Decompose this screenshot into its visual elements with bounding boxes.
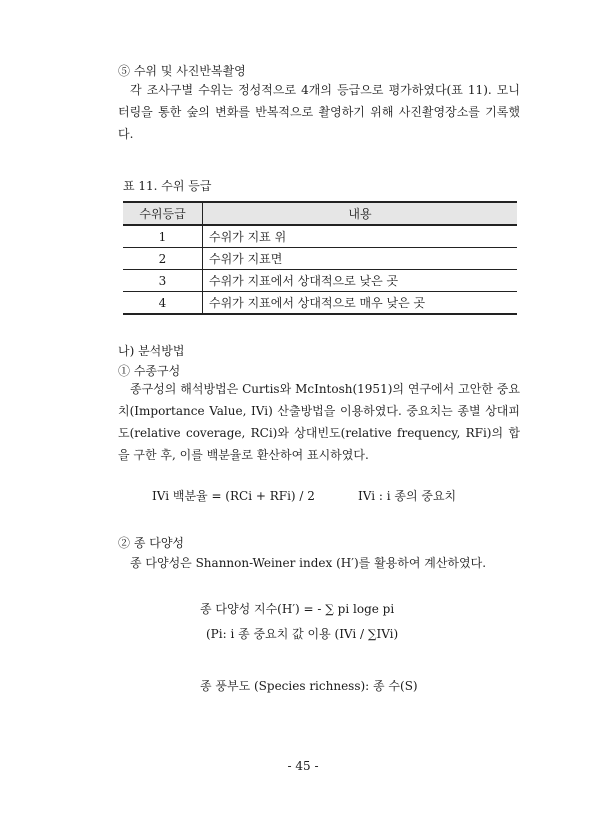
species-composition-paragraph: 종구성의 해석방법은 Curtis와 McIntosh(1951)의 연구에서 고안한 중요치(Importance Value, IVi) 산출방법을 이용하였다. 중요치는 종별 상대피도(relative coverage, RCi)와 상대빈도(relative frequency, RFi)의 합을 구한 후, 이를 백분율로 환산하여 표시하였다. — [118, 382, 520, 462]
grade-cell: 3 — [123, 270, 203, 292]
table-caption: 표 11. 수위 등급 — [123, 179, 212, 193]
grade-cell: 1 — [123, 225, 203, 248]
species-richness-line: 종 풍부도 (Species richness): 종 수(S) — [200, 679, 418, 693]
content-cell: 수위가 지표 위 — [203, 225, 518, 248]
table-row — [123, 225, 517, 248]
content-cell: 수위가 지표에서 상대적으로 낮은 곳 — [203, 270, 518, 292]
table-row — [123, 248, 517, 270]
table-header-content: 내용 — [203, 202, 518, 225]
page-number: - 45 - — [287, 759, 319, 773]
species-composition-heading: ① 수종구성 — [118, 364, 181, 378]
water-level-table — [123, 201, 517, 315]
importance-value-formula: IVi 백분율 = (RCi + RFi) / 2 — [152, 489, 315, 503]
species-diversity-paragraph: 종 다양성은 Shannon-Weiner index (H′)를 활용하여 계산하였다. — [130, 556, 487, 570]
section-5-paragraph: 각 조사구별 수위는 정성적으로 4개의 등급으로 평가하였다(표 11). 모니터링을 통한 숲의 변화를 반복적으로 촬영하기 위해 사진촬영장소를 기록했다. — [118, 83, 520, 141]
importance-value-note: IVi : i 종의 중요치 — [358, 489, 457, 503]
grade-cell: 4 — [123, 292, 203, 315]
table-row — [123, 292, 517, 315]
table-header-grade: 수위등급 — [123, 202, 203, 225]
content-cell: 수위가 지표면 — [203, 248, 518, 270]
diversity-index-note: (Pi: i 종 중요치 값 이용 (IVi / ∑IVi) — [206, 627, 399, 641]
analysis-heading: 나) 분석방법 — [118, 344, 185, 358]
table-row — [123, 270, 517, 292]
species-diversity-heading: ② 종 다양성 — [118, 536, 184, 550]
section-5-heading: ⑤ 수위 및 사진반복촬영 — [118, 64, 246, 78]
grade-cell: 2 — [123, 248, 203, 270]
diversity-index-formula: 종 다양성 지수(H′) = - ∑ pi loge pi — [200, 602, 395, 616]
content-cell: 수위가 지표에서 상대적으로 매우 낮은 곳 — [203, 292, 518, 315]
